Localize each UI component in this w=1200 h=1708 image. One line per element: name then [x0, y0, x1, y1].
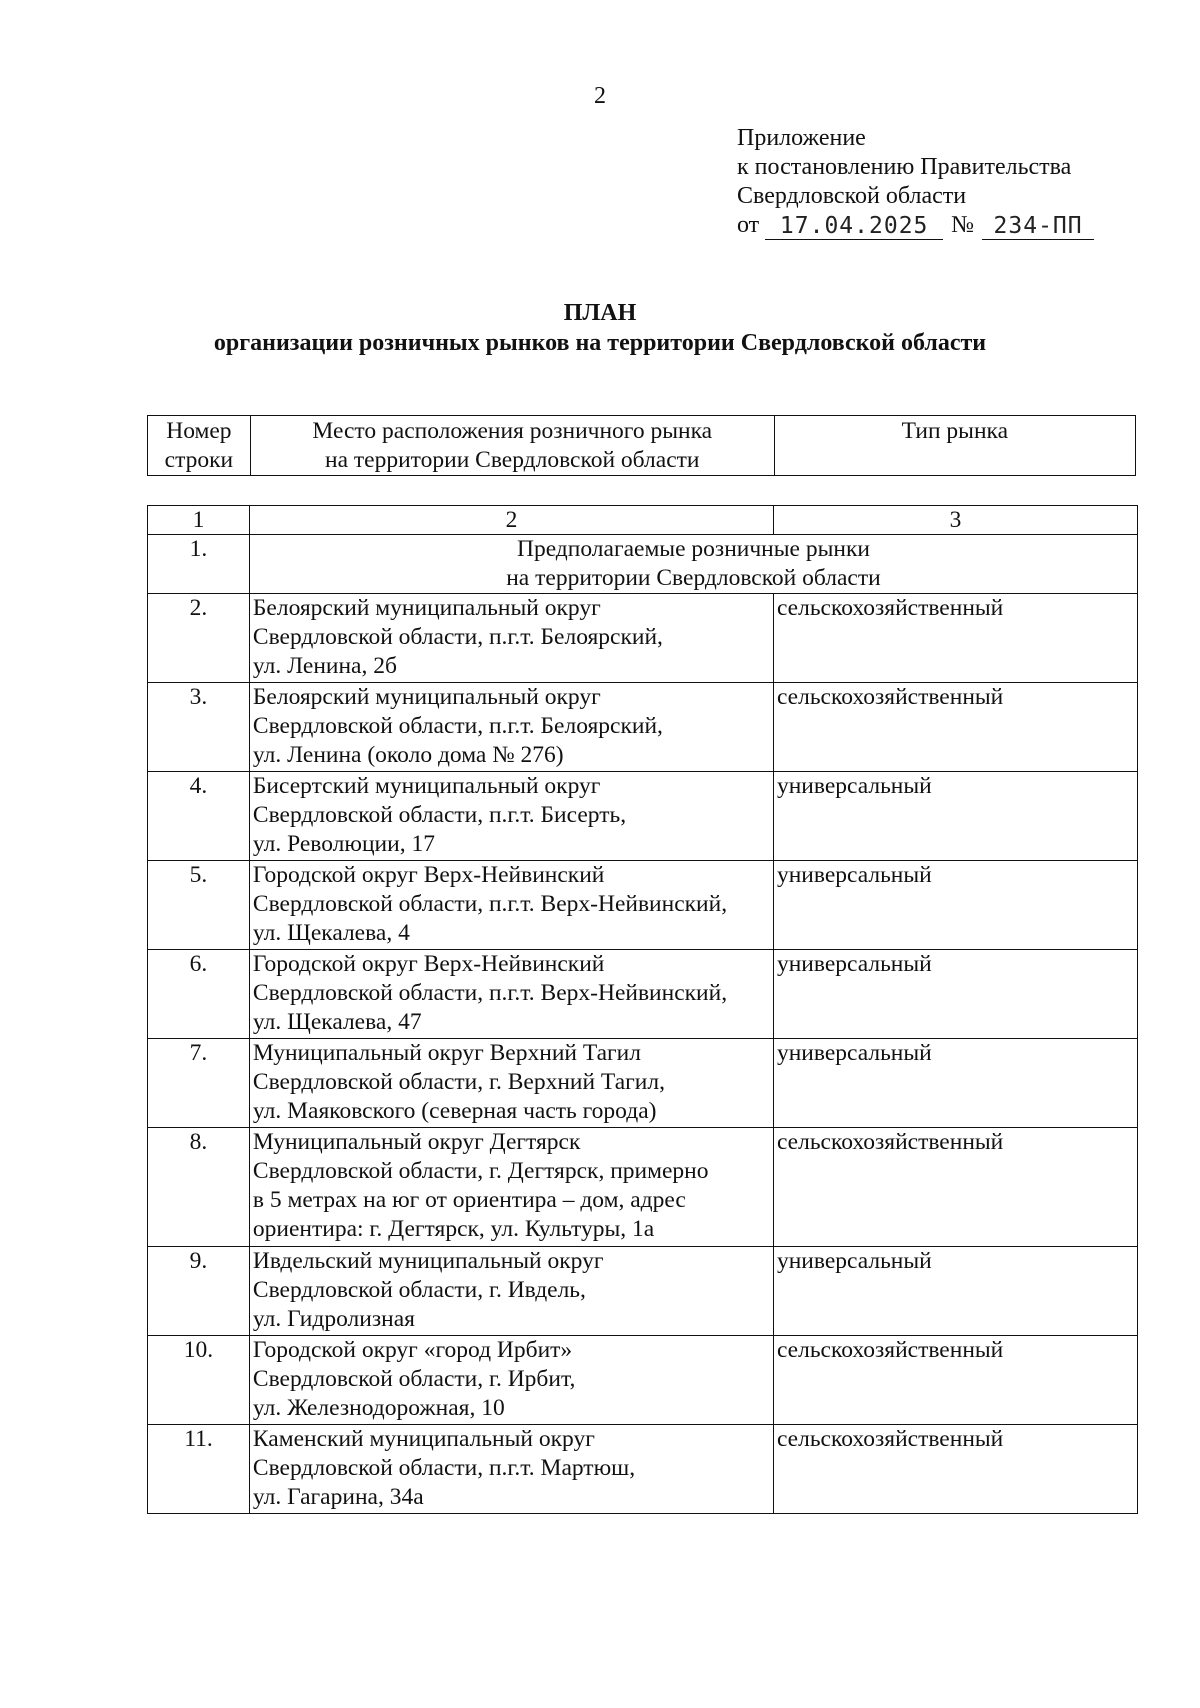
market-type: сельскохозяйственный	[773, 594, 1137, 683]
header-location	[250, 416, 774, 476]
market-location	[249, 772, 773, 861]
location-line: ул. Маяковского (северная часть города)	[252, 1098, 657, 1124]
header-market-type	[774, 416, 1135, 476]
row-number: 10.	[148, 1336, 250, 1425]
market-location	[249, 861, 773, 950]
row-number: 7.	[148, 1039, 250, 1128]
table-row	[148, 772, 1138, 861]
appendix-date-line	[737, 211, 1094, 240]
appendix-line-3: Свердловской области	[737, 183, 967, 209]
table-row	[148, 683, 1138, 772]
table-row	[148, 1039, 1138, 1128]
location-line: Городской округ «город Ирбит»	[252, 1337, 573, 1363]
location-line: Бисертский муниципальный округ	[252, 773, 601, 799]
header-text: на территории Свердловской области	[325, 447, 700, 473]
location-line: Свердловской области, п.г.т. Мартюш,	[252, 1455, 636, 1481]
market-location	[249, 1128, 773, 1247]
location-line: Свердловской области, г. Верхний Тагил,	[252, 1069, 665, 1095]
column-index: 1	[148, 506, 250, 535]
row-number: 4.	[148, 772, 250, 861]
column-index: 2	[249, 506, 773, 535]
location-line: ул. Железнодорожная, 10	[252, 1395, 505, 1421]
appendix-line-1: Приложение	[737, 125, 866, 151]
row-number: 1.	[148, 535, 250, 594]
header-text: Место расположения розничного рынка	[312, 418, 713, 444]
market-location	[249, 594, 773, 683]
table-header	[147, 415, 1136, 476]
header-row-number	[148, 416, 251, 476]
row-number: 2.	[148, 594, 250, 683]
section-row	[148, 535, 1138, 594]
market-location	[249, 1247, 773, 1336]
header-text: Номер	[166, 418, 232, 444]
market-type: универсальный	[773, 1247, 1137, 1336]
location-line: ориентира: г. Дегтярск, ул. Культуры, 1а	[252, 1216, 655, 1242]
location-line: Городской округ Верх-Нейвинский	[252, 862, 605, 888]
section-heading	[249, 535, 1137, 594]
market-type: сельскохозяйственный	[773, 1336, 1137, 1425]
column-index-row	[148, 506, 1138, 535]
market-type: универсальный	[773, 772, 1137, 861]
location-line: Белоярский муниципальный округ	[252, 595, 601, 621]
market-type: сельскохозяйственный	[773, 1128, 1137, 1247]
document-title: ПЛАН	[563, 300, 637, 326]
table-row	[148, 1128, 1138, 1247]
location-line: ул. Щекалева, 4	[252, 920, 410, 946]
market-type: сельскохозяйственный	[773, 683, 1137, 772]
table-row	[148, 594, 1138, 683]
location-line: Свердловской области, п.г.т. Бисерть,	[252, 802, 627, 828]
location-line: Муниципальный округ Верхний Тагил	[252, 1040, 641, 1066]
resolution-date: 17.04.2025	[765, 213, 943, 240]
location-line: Свердловской области, п.г.т. Верх-Нейвинский,	[252, 891, 728, 917]
row-number: 6.	[148, 950, 250, 1039]
location-line: ул. Щекалева, 47	[252, 1009, 422, 1035]
location-line: Свердловской области, г. Ивдель,	[252, 1277, 586, 1303]
appendix-line-2: к постановлению Правительства	[737, 154, 1072, 180]
market-location	[249, 683, 773, 772]
location-line: ул. Ленина (около дома № 276)	[252, 742, 564, 768]
header-text: Тип рынка	[901, 418, 1009, 444]
location-line: Свердловской области, п.г.т. Белоярский,	[252, 713, 663, 739]
location-line: Ивдельский муниципальный округ	[252, 1248, 604, 1274]
location-line: Свердловской области, г. Дегтярск, примерно	[252, 1158, 709, 1184]
location-line: Муниципальный округ Дегтярск	[252, 1129, 581, 1155]
location-line: Свердловской области, п.г.т. Белоярский,	[252, 624, 663, 650]
resolution-number: 234-ПП	[982, 213, 1094, 240]
row-number: 3.	[148, 683, 250, 772]
market-rows	[148, 594, 1138, 1514]
row-number: 8.	[148, 1128, 250, 1247]
page-number: 2	[594, 83, 606, 109]
markets-table	[147, 505, 1138, 1514]
market-location	[249, 1336, 773, 1425]
market-location	[249, 1039, 773, 1128]
table-row	[148, 861, 1138, 950]
section-heading-line: Предполагаемые розничные рынки	[516, 536, 870, 562]
location-line: в 5 метрах на юг от ориентира – дом, адрес	[252, 1187, 686, 1213]
location-line: Каменский муниципальный округ	[252, 1426, 595, 1452]
market-type: сельскохозяйственный	[773, 1425, 1137, 1514]
market-location	[249, 950, 773, 1039]
row-number: 11.	[148, 1425, 250, 1514]
location-line: Городской округ Верх-Нейвинский	[252, 951, 605, 977]
table-row	[148, 950, 1138, 1039]
number-prefix: №	[951, 212, 975, 238]
market-type: универсальный	[773, 1039, 1137, 1128]
location-line: ул. Гагарина, 34а	[252, 1484, 424, 1510]
appendix-block	[737, 124, 1094, 240]
table-row	[148, 1425, 1138, 1514]
market-location	[249, 1425, 773, 1514]
header-text: строки	[164, 447, 234, 473]
market-type: универсальный	[773, 861, 1137, 950]
location-line: Свердловской области, г. Ирбит,	[252, 1366, 576, 1392]
row-number: 9.	[148, 1247, 250, 1336]
location-line: ул. Гидролизная	[252, 1306, 415, 1332]
table-row	[148, 1336, 1138, 1425]
column-index: 3	[773, 506, 1137, 535]
date-prefix: от	[737, 212, 760, 238]
section-heading-line: на территории Свердловской области	[506, 565, 881, 591]
location-line: ул. Революции, 17	[252, 831, 435, 857]
location-line: Белоярский муниципальный округ	[252, 684, 601, 710]
row-number: 5.	[148, 861, 250, 950]
table-row	[148, 1247, 1138, 1336]
location-line: Свердловской области, п.г.т. Верх-Нейвинский,	[252, 980, 728, 1006]
document-subtitle: организации розничных рынков на территории Свердловской области	[213, 330, 987, 356]
location-line: ул. Ленина, 2б	[252, 653, 397, 679]
market-type: универсальный	[773, 950, 1137, 1039]
